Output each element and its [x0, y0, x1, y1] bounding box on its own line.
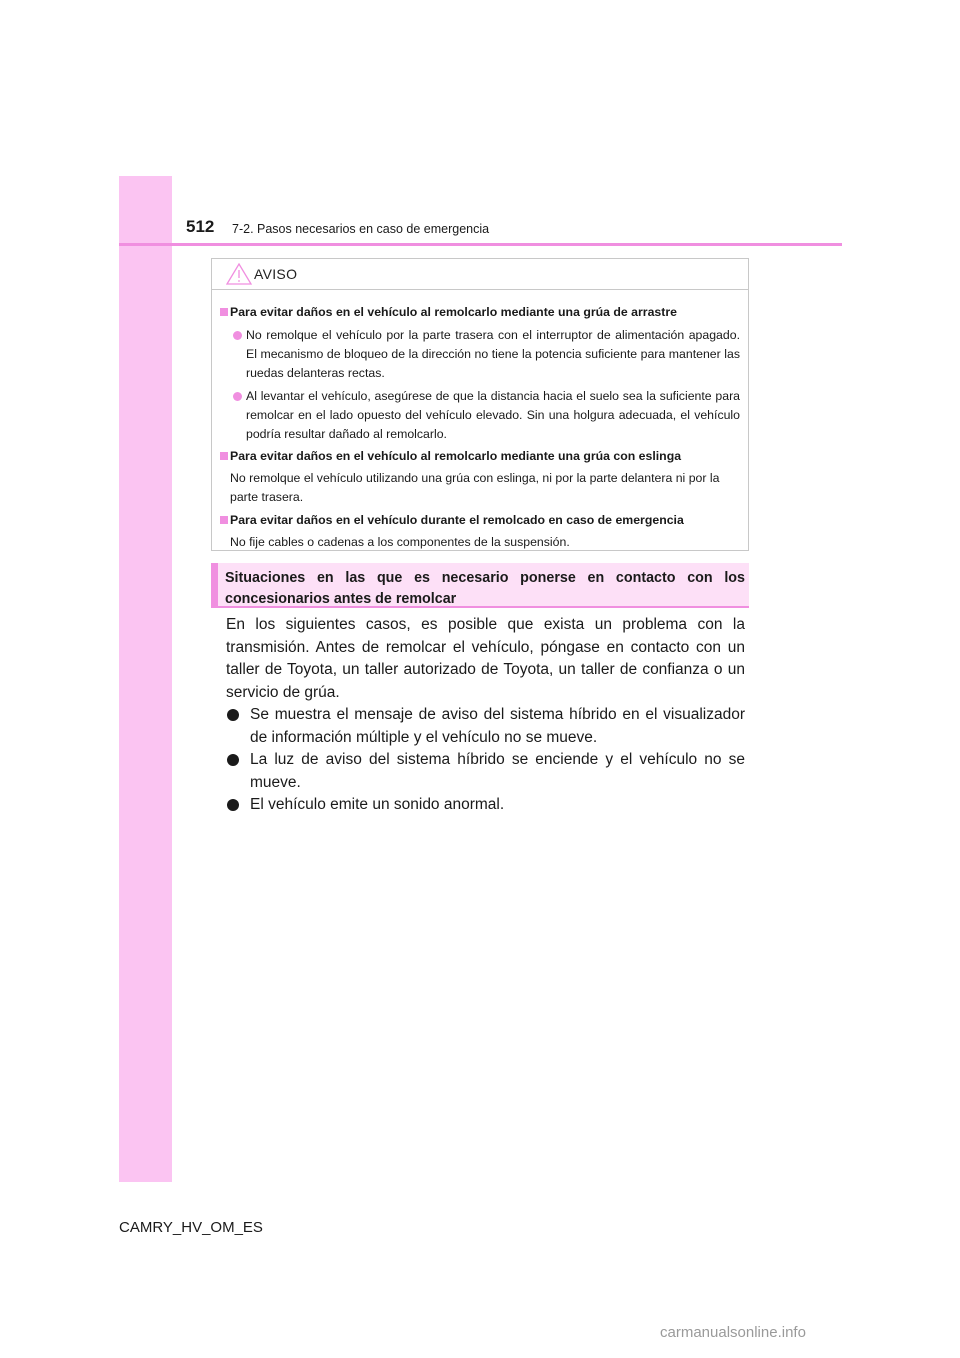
bullet-icon: [227, 709, 239, 721]
warning-heading: Para evitar daños en el vehículo al remolcarlo mediante una grúa de arrastre: [220, 303, 740, 322]
warning-triangle-icon: [226, 263, 252, 285]
page-number: 512: [186, 217, 215, 236]
side-tab-band: [119, 176, 172, 1182]
square-bullet-icon: [220, 308, 228, 316]
circle-bullet-icon: [233, 392, 242, 401]
warning-label: AVISO: [254, 266, 298, 282]
warning-box: [211, 258, 749, 551]
warning-heading: Para evitar daños en el vehículo al remolcarlo mediante una grúa con eslinga: [220, 447, 740, 466]
list-item: Se muestra el mensaje de aviso del sistema híbrido en el visualizador de información múltiple y el vehículo no se mueve.: [226, 704, 745, 749]
bullet-icon: [227, 799, 239, 811]
section-title: 7-2. Pasos necesarios en caso de emergencia: [232, 222, 490, 236]
warning-text: No fije cables o cadenas a los componentes de la suspensión.: [230, 535, 570, 549]
warning-header: [212, 259, 748, 290]
square-bullet-icon: [220, 452, 228, 460]
header-rule: [119, 243, 842, 246]
warning-heading: Para evitar daños en el vehículo durante el remolcado en caso de emergencia: [220, 511, 740, 530]
warning-bullet: Al levantar el vehículo, asegúrese de que la distancia hacia el suelo sea la suficiente para remolcar en el lado opuesto del vehículo elevado. Sin una holgura adecuada, el vehículo podría resultar dañado al remolcarlo.: [220, 387, 740, 444]
warning-text: No remolque el vehículo utilizando una grúa con eslinga, ni por la parte delantera ni por la parte trasera.: [230, 471, 720, 504]
list-item: El vehículo emite un sonido anormal.: [226, 794, 745, 817]
warning-body: [212, 290, 748, 552]
intro-paragraph: En los siguientes casos, es posible que exista un problema con la transmisión. Antes de remolcar el vehículo, póngase en contacto con un taller de Toyota, un taller autorizado de Toyota, un taller de confianza o un servicio de grúa.: [226, 616, 745, 701]
main-content: [226, 614, 745, 817]
watermark: carmanualsonline.info: [660, 1324, 806, 1341]
list-item: La luz de aviso del sistema híbrido se enciende y el vehículo no se mueve.: [226, 749, 745, 794]
square-bullet-icon: [220, 516, 228, 524]
bullet-icon: [227, 754, 239, 766]
document-code: CAMRY_HV_OM_ES: [119, 1219, 263, 1236]
section-banner: [211, 563, 749, 608]
warning-bullet: No remolque el vehículo por la parte trasera con el interruptor de alimentación apagado. El mecanismo de bloqueo de la dirección no tiene la potencia suficiente para mantener las ruedas delanteras rectas.: [220, 326, 740, 383]
circle-bullet-icon: [233, 331, 242, 340]
section-banner-title: Situaciones en las que es necesario ponerse en contacto con los concesionarios antes de remolcar: [225, 570, 745, 607]
